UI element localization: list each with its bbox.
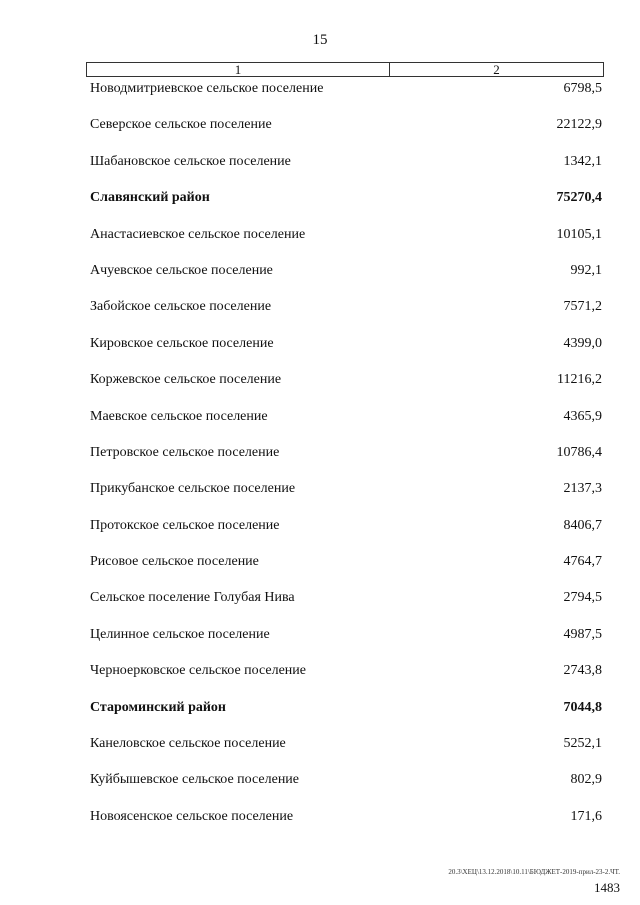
table-row	[90, 262, 602, 298]
settlement-name: Шабановское сельское поселение	[90, 153, 291, 169]
amount-value: 1342,1	[563, 153, 602, 169]
table-row	[90, 298, 602, 334]
settlement-name: Рисовое сельское поселение	[90, 554, 259, 570]
settlement-name: Новоясенское сельское поселение	[90, 808, 294, 824]
amount-value: 2794,5	[563, 590, 602, 606]
amount-value: 2743,8	[563, 663, 602, 679]
table-row	[90, 226, 602, 262]
settlement-name: Петровское сельское поселение	[90, 444, 280, 460]
table-row	[90, 116, 602, 152]
amount-value: 4365,9	[563, 408, 602, 424]
settlement-name: Черноерковское сельское поселение	[90, 663, 306, 679]
table-row	[90, 371, 602, 407]
amount-value: 6798,5	[563, 81, 602, 96]
table-row	[90, 589, 602, 625]
amount-value: 10105,1	[556, 226, 602, 242]
settlement-name: Целинное сельское поселение	[90, 626, 270, 642]
amount-value: 8406,7	[563, 517, 602, 533]
amount-value: 4764,7	[563, 554, 602, 570]
district-total-row	[90, 189, 602, 225]
settlement-name: Забойское сельское поселение	[90, 299, 272, 315]
settlement-name: Кировское сельское поселение	[90, 335, 274, 351]
settlement-name: Протокское сельское поселение	[90, 517, 280, 533]
table-row	[90, 808, 602, 844]
table-header	[86, 62, 604, 77]
settlement-name: Прикубанское сельское поселение	[90, 481, 296, 497]
table-row	[90, 408, 602, 444]
settlement-name: Коржевское сельское поселение	[90, 372, 282, 388]
settlement-name: Северское сельское поселение	[90, 117, 272, 133]
table-body	[90, 80, 602, 844]
settlement-name: Анастасиевское сельское поселение	[90, 226, 306, 242]
district-name: Староминский район	[90, 699, 226, 715]
settlement-name: Сельское поселение Голубая Нива	[90, 590, 295, 606]
amount-value: 4399,0	[563, 335, 602, 351]
table-header-col2: 2	[493, 62, 500, 77]
table-row	[90, 80, 602, 116]
settlement-name: Маевское сельское поселение	[90, 408, 268, 424]
table-row	[90, 444, 602, 480]
amount-value: 5252,1	[563, 736, 602, 752]
table-header-col1: 1	[87, 63, 390, 76]
district-name: Славянский район	[90, 190, 210, 206]
sheet-number: 1483	[594, 880, 620, 895]
amount-value: 7571,2	[563, 299, 602, 315]
settlement-name: Канеловское сельское поселение	[90, 736, 286, 752]
table-row	[90, 153, 602, 189]
settlement-name: Новодмитриевское сельское поселение	[90, 81, 324, 96]
amount-value: 10786,4	[556, 444, 602, 460]
table-row	[90, 553, 602, 589]
district-total-value: 75270,4	[556, 190, 602, 206]
amount-value: 4987,5	[563, 626, 602, 642]
table-row	[90, 662, 602, 698]
district-total-value: 7044,8	[563, 699, 602, 715]
table-row	[90, 335, 602, 371]
amount-value: 22122,9	[556, 117, 602, 133]
table-row	[90, 626, 602, 662]
settlement-name: Ачуевское сельское поселение	[90, 262, 273, 278]
amount-value: 171,6	[570, 808, 602, 824]
table-row	[90, 517, 602, 553]
table-row	[90, 480, 602, 516]
amount-value: 11216,2	[557, 372, 602, 388]
table-row	[90, 735, 602, 771]
amount-value: 802,9	[570, 772, 602, 788]
page-number: 15	[312, 32, 328, 48]
district-total-row	[90, 699, 602, 735]
amount-value: 992,1	[570, 262, 602, 278]
amount-value: 2137,3	[563, 481, 602, 497]
table-row	[90, 771, 602, 807]
document-code: 20.3\ХЕЦ\13.12.2018\10.11\БЮДЖЕТ-2019-прил-23-2.ЧТ.	[448, 868, 620, 876]
settlement-name: Куйбышевское сельское поселение	[90, 772, 300, 788]
